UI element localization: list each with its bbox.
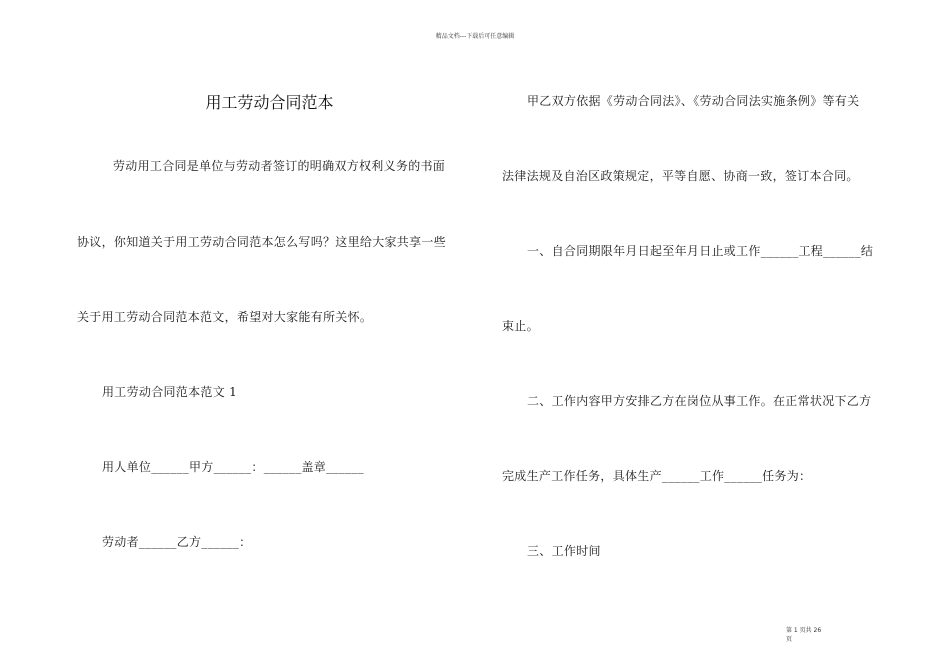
- right-paragraph-line: 甲乙双方依据《劳动合同法》、《劳动合同法实施条例》等有关: [527, 94, 860, 108]
- clause-one-line: 一、自合同期限年月日起至年月日止或工作______工程______结: [527, 244, 874, 258]
- right-paragraph-line: 法律法规及自治区政策规定，平等自愿、协商一致，签订本合同。: [502, 169, 859, 183]
- clause-two-line: 完成生产工作任务，具体生产______工作______任务为：: [502, 469, 812, 483]
- section-heading: 用工劳动合同范本范文 1: [102, 385, 238, 399]
- left-paragraph-line: 关于用工劳动合同范本范文，希望对大家能有所关怀。: [77, 310, 373, 324]
- page-number: [786, 626, 834, 644]
- employee-line: 劳动者______乙方______：: [102, 535, 252, 549]
- clause-one-line: 束止。: [502, 319, 539, 333]
- document-title: 用工劳动合同范本: [205, 93, 334, 112]
- left-paragraph-line: 协议，你知道关于用工劳动合同范本怎么写吗？这里给大家共享一些: [77, 235, 447, 249]
- page-number-line: 页: [786, 636, 793, 643]
- header-watermark: 精品文档---下载后可任意编辑: [435, 33, 515, 40]
- clause-three-heading: 三、工作时间: [527, 544, 601, 558]
- page-number-line: 第 1 页共 26: [786, 627, 822, 634]
- left-paragraph-line: 劳动用工合同是单位与劳动者签订的明确双方权利义务的书面: [113, 159, 446, 173]
- clause-two-line: 二、工作内容甲方安排乙方在岗位从事工作。在正常状况下乙方: [527, 394, 872, 408]
- employer-line: 用人单位______甲方______：______盖章______: [102, 460, 364, 474]
